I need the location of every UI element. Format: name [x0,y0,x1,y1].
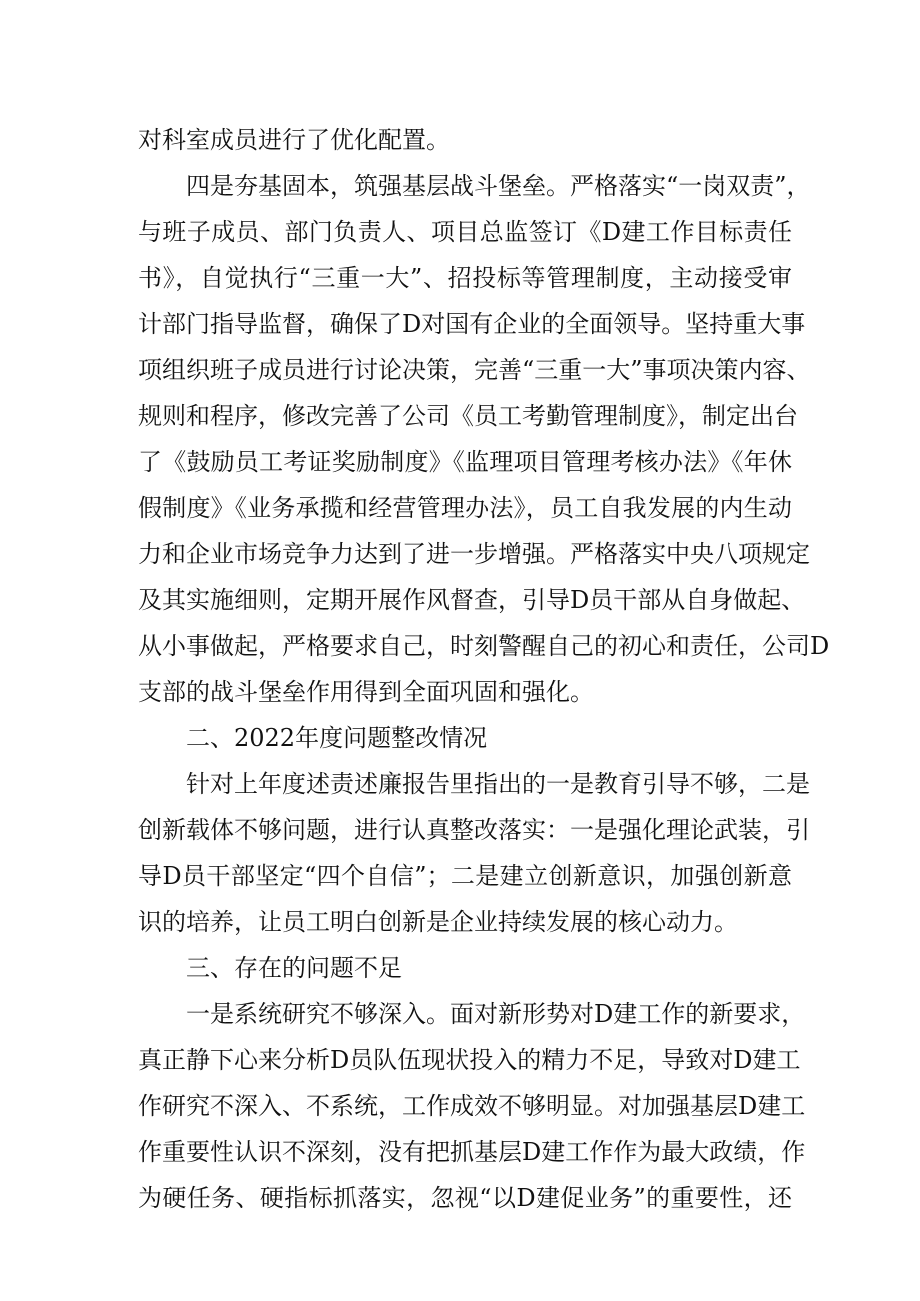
section-heading: 二、2022年度问题整改情况 [186,724,488,752]
paragraph-line: 四是夯基固本，筑强基层战斗堡垒。严格落实“一岗双责”， [186,172,811,200]
paragraph-line: 规则和程序，修改完善了公司《员工考勤管理制度》，制定出台 [138,402,798,430]
paragraph-line: 作重要性认识不深刻，没有把抓基层D建工作作为最大政绩，作 [138,1138,806,1166]
paragraph-line: 从小事做起，严格要求自己，时刻警醒自己的初心和责任，公司D [138,632,830,660]
paragraph-line: 为硬任务、硬指标抓落实，忽视“以D建促业务”的重要性，还 [138,1184,792,1212]
paragraph-line: 一是系统研究不够深入。面对新形势对D建工作的新要求， [186,1000,806,1028]
paragraph-line: 识的培养，让员工明白创新是企业持续发展的核心动力。 [138,908,738,936]
paragraph-line: 创新载体不够问题，进行认真整改落实：一是强化理论武装，引 [138,816,810,844]
paragraph-line: 假制度》《业务承揽和经营管理办法》，员工自我发展的内生动 [138,494,792,522]
section-heading: 三、存在的问题不足 [186,954,402,982]
paragraph-line: 力和企业市场竞争力达到了进一步增强。严格落实中央八项规定 [138,540,810,568]
paragraph-line: 支部的战斗堡垒作用得到全面巩固和强化。 [138,678,594,706]
paragraph-line: 了《鼓励员工考证奖励制度》《监理项目管理考核办法》《年休 [138,448,792,476]
paragraph-line: 项组织班子成员进行讨论决策，完善“三重一大”事项决策内容、 [138,356,811,384]
paragraph-line: 与班子成员、部门负责人、项目总监签订《D建工作目标责任 [138,218,792,246]
paragraph-line: 书》，自觉执行“三重一大”、招投标等管理制度，主动接受审 [138,264,792,292]
paragraph-line: 计部门指导监督，确保了D对国有企业的全面领导。坚持重大事 [138,310,806,338]
paragraph-line: 及其实施细则，定期开展作风督查，引导D员干部从自身做起、 [138,586,806,614]
paragraph-line: 针对上年度述责述廉报告里指出的一是教育引导不够，二是 [186,770,810,798]
paragraph-line: 导D员干部坚定“四个自信”；二是建立创新意识，加强创新意 [138,862,792,890]
paragraph-line: 对科室成员进行了优化配置。 [138,126,450,154]
paragraph-line: 真正静下心来分析D员队伍现状投入的精力不足，导致对D建工 [138,1046,801,1074]
paragraph-line: 作研究不深入、不系统，工作成效不够明显。对加强基层D建工 [138,1092,806,1120]
